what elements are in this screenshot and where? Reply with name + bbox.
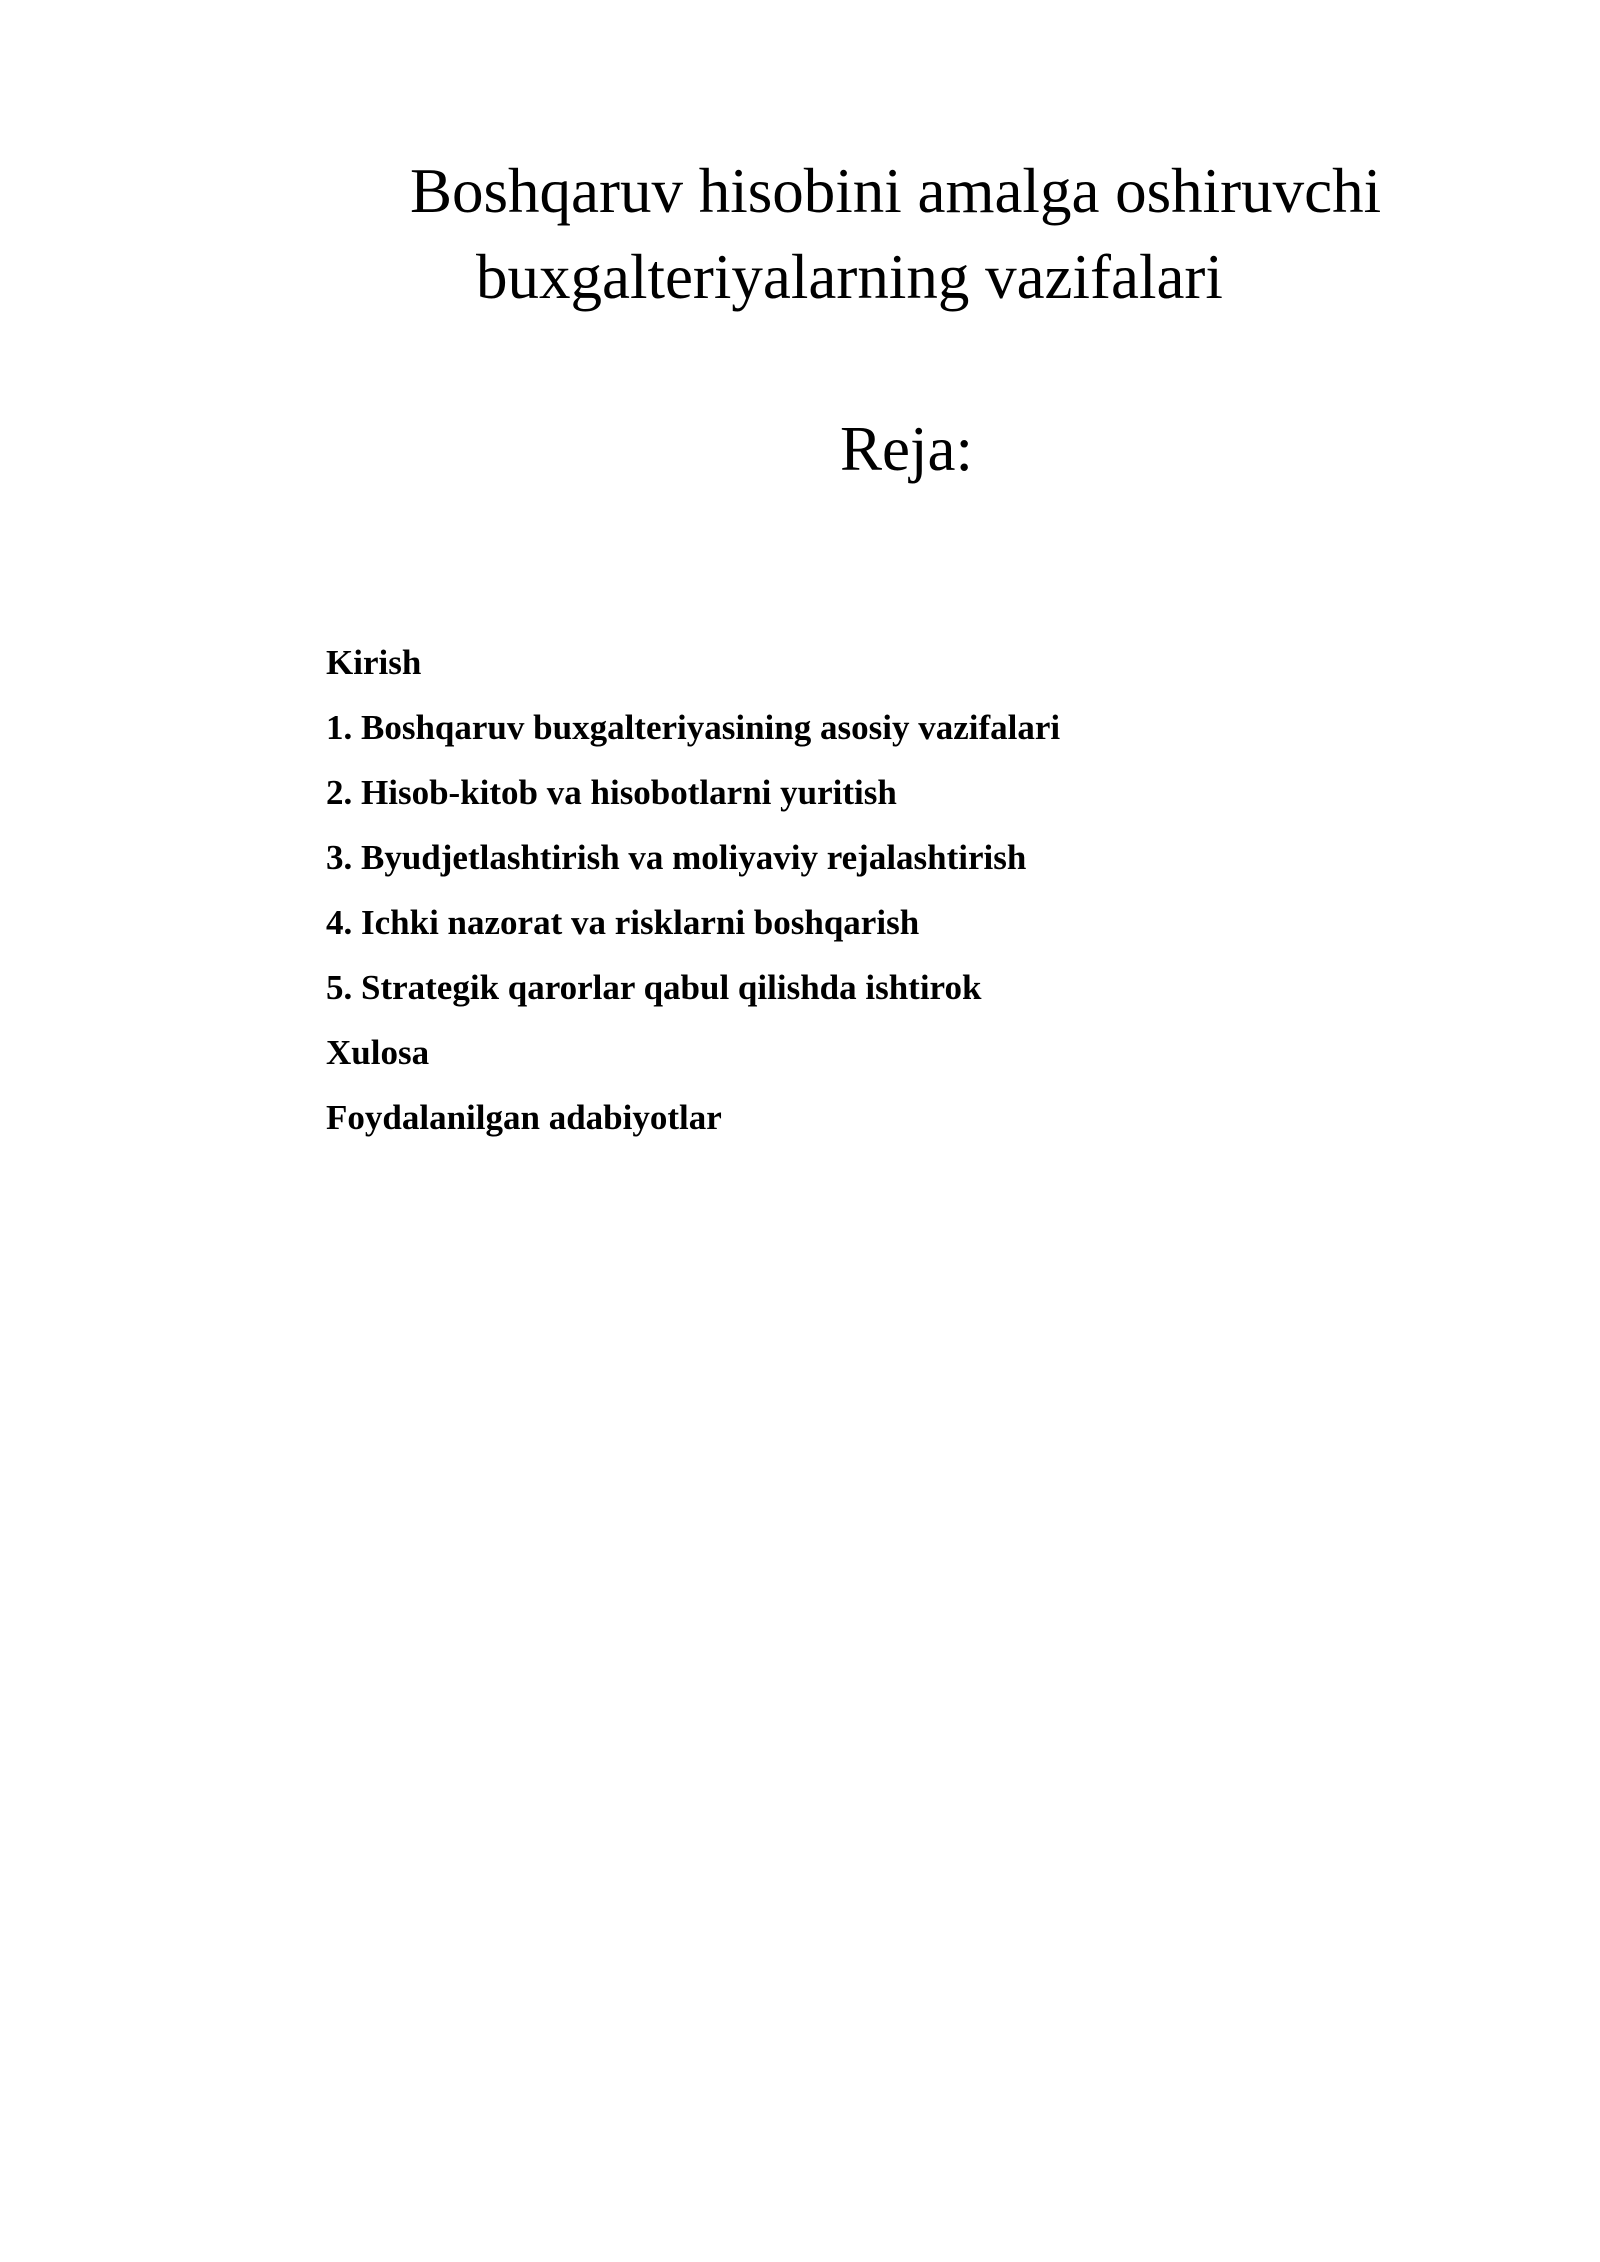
table-of-contents bbox=[326, 630, 1060, 1150]
document-title-line-1: Boshqaruv hisobini amalga oshiruvchi bbox=[410, 156, 1382, 226]
toc-item-1: 1. Boshqaruv buxgalteriyasining asosiy vazifalari bbox=[326, 708, 1061, 747]
toc-item-3: 3. Byudjetlashtirish va moliyaviy rejalashtirish bbox=[326, 838, 1027, 877]
toc-item-2: 2. Hisob-kitob va hisobotlarni yuritish bbox=[326, 773, 897, 812]
plan-heading: Reja: bbox=[840, 414, 973, 484]
document-title-line-2: buxgalteriyalarning vazifalari bbox=[476, 242, 1223, 312]
toc-item-references: Foydalanilgan adabiyotlar bbox=[326, 1098, 722, 1137]
toc-item-4: 4. Ichki nazorat va risklarni boshqarish bbox=[326, 903, 920, 942]
toc-item-conclusion: Xulosa bbox=[326, 1033, 430, 1072]
toc-item-introduction: Kirish bbox=[326, 643, 422, 682]
toc-item-5: 5. Strategik qarorlar qabul qilishda ishtirok bbox=[326, 968, 982, 1007]
